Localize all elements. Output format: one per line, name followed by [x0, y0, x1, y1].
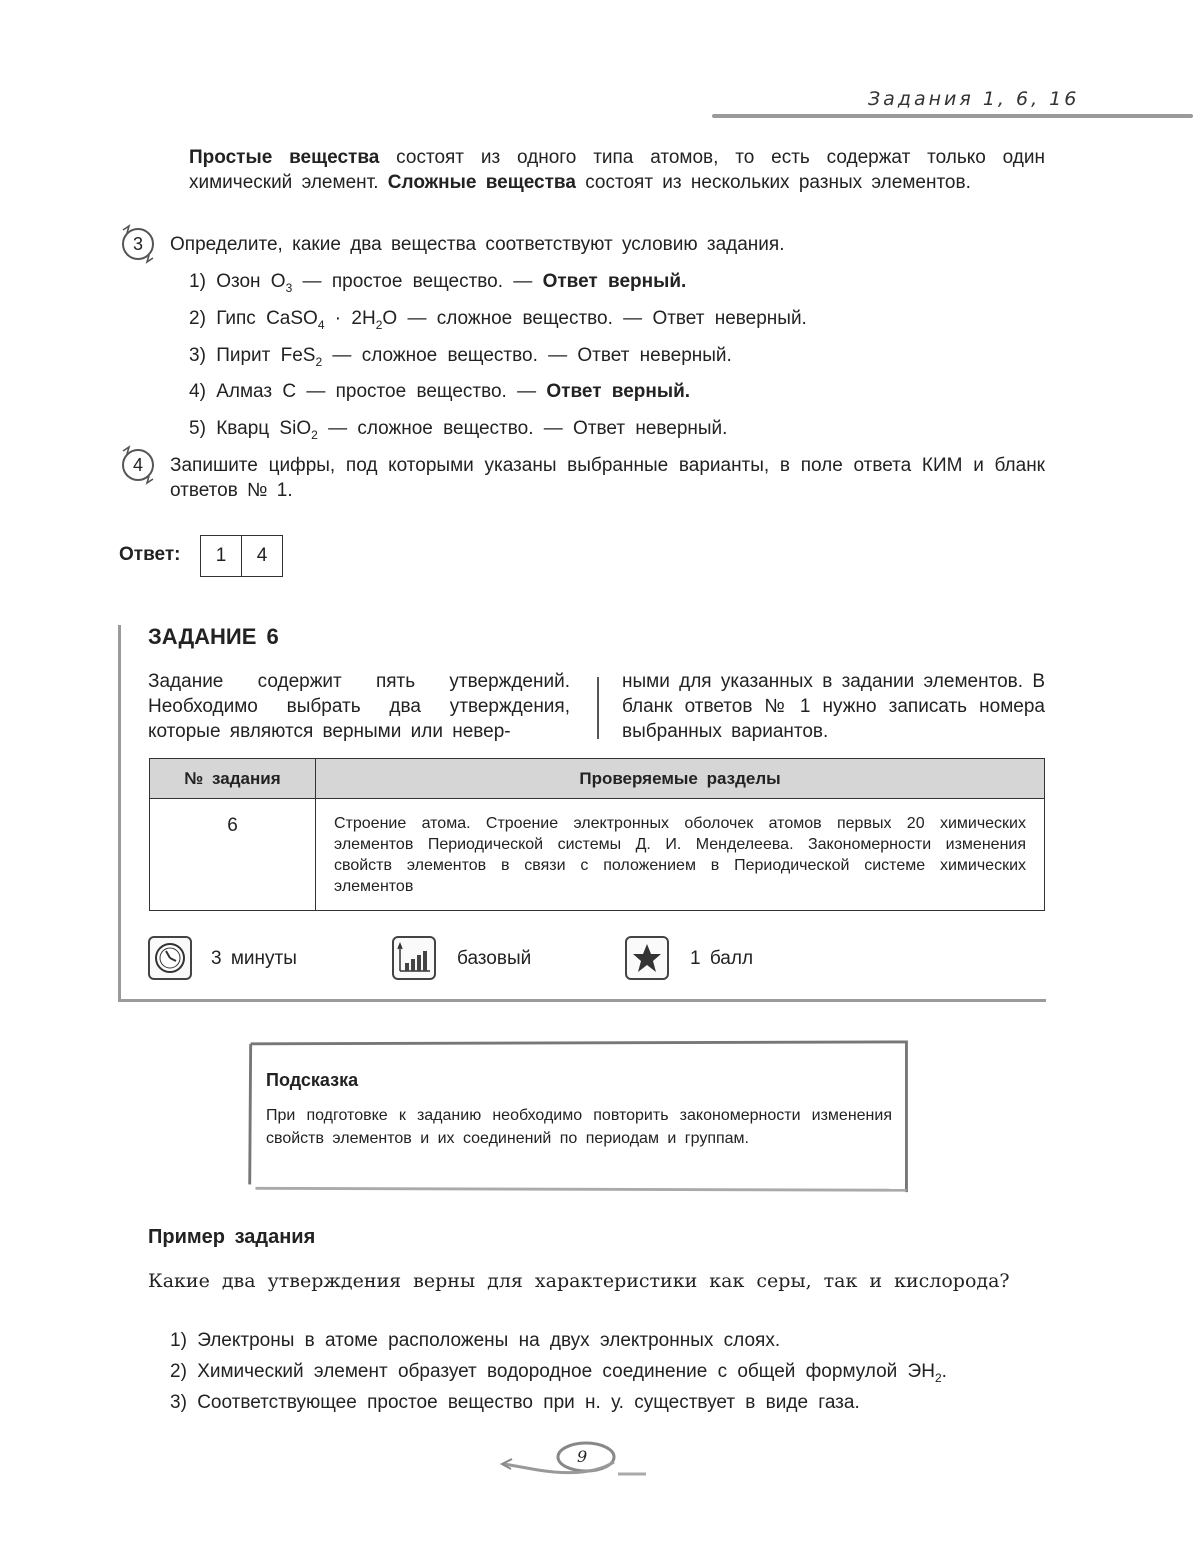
task-6-description-col1: Задание содержит пять утверждений. Необходимо выбрать два утверждения, которые являются верными или невер- — [148, 671, 570, 742]
difficulty-label: базовый — [457, 948, 532, 969]
page-number: 9 — [577, 1447, 588, 1466]
verdict-incorrect: Ответ неверный. — [577, 345, 732, 366]
clock-icon — [148, 936, 192, 980]
answer-cell: 1 — [215, 545, 227, 566]
step-4-number: 4 — [132, 455, 143, 475]
table-cell-num: 6 — [150, 799, 316, 911]
hint-title: Подсказка — [266, 1070, 359, 1090]
table-header-row — [150, 759, 1045, 799]
table-cell-sections: Строение атома. Строение электронных оболочек атомов первых 20 химических элементов Периодической системы Д. И. Менделеева. Закономерности изменения свойств элементов в связи с положением в Периодической системе химических элементов — [316, 799, 1045, 911]
example-option-2: 2) Химический элемент образует водородное соединение с общей формулой $ЭН_2$. — [170, 1361, 947, 1385]
example-option-1: 1) Электроны в атоме расположены на двух электронных слоях. — [170, 1330, 781, 1351]
option-5: 5) Кварц SiO$_2$ — сложное вещество. — Ответ неверный. — [189, 418, 728, 442]
task-frame-bottom — [118, 999, 1046, 1002]
intro-paragraph — [189, 145, 1045, 195]
table-row — [150, 799, 1045, 911]
example-title: Пример задания — [148, 1226, 316, 1248]
table-header-num: № задания — [150, 759, 316, 799]
example-option-3: 3) Соответствующее простое вещество при н. у. существует в виде газа. — [170, 1392, 860, 1413]
page-number-swirl-icon — [498, 1438, 650, 1482]
task-6-description-col2: ными для указанных в задании элементов. В бланк ответов № 1 нужно записать номера выбранных вариантов. — [622, 671, 1045, 742]
table-header-sections: Проверяемые разделы — [316, 759, 1045, 799]
running-header: Задания 1, 6, 16 — [868, 88, 1080, 110]
option-3: 3) Пирит FeS$_2$ — сложное вещество. — Ответ неверный. — [189, 345, 732, 369]
step-4-text: Запишите цифры, под которыми указаны выбранные варианты, в поле ответа КИМ и бланк ответов № 1. — [170, 455, 1045, 501]
answer-box — [200, 535, 283, 577]
task-6-title: ЗАДАНИЕ 6 — [148, 624, 279, 649]
bar-chart-icon — [392, 936, 436, 980]
verdict-incorrect: Ответ неверный. — [573, 418, 728, 439]
score-label: 1 балл — [690, 948, 754, 969]
complex-desc: состоят из нескольких разных элементов. — [575, 172, 971, 193]
time-label: 3 минуты — [211, 948, 297, 969]
verdict-correct: Ответ верный. — [542, 271, 687, 292]
verdict-incorrect: Ответ неверный. — [652, 308, 807, 329]
star-icon — [625, 936, 669, 980]
option-2: 2) Гипс CaSO$_4$ · $2H_2O$ — сложное вещество. — Ответ неверный. — [189, 308, 807, 332]
option-4: 4) Алмаз C — простое вещество. — Ответ верный. — [189, 381, 691, 402]
answer-label: Ответ: — [119, 544, 181, 565]
column-divider — [597, 677, 599, 739]
simple-term: Простые вещества — [189, 147, 380, 168]
step-3-number: 3 — [132, 234, 143, 254]
verdict-correct: Ответ верный. — [546, 381, 691, 402]
simple-desc: состоят из одного типа атомов, то есть содержат только один химический элемент. — [189, 147, 1046, 193]
task-frame-left — [118, 625, 121, 1001]
option-1: 1) Озон $O_3$ — простое вещество. — Ответ верный. — [189, 271, 687, 295]
header-rule — [712, 114, 1193, 118]
hint-text: При подготовке к заданию необходимо повторить закономерности изменения свойств элементов и их соединений по периодам и группам. — [266, 1107, 892, 1147]
answer-cell: 4 — [241, 536, 282, 576]
sections-table — [149, 758, 1045, 911]
complex-term: Сложные вещества — [387, 172, 576, 193]
step-3-text: Определите, какие два вещества соответствуют условию задания. — [170, 234, 785, 255]
step-3-arrow-icon — [117, 222, 159, 266]
example-question: Какие два утверждения верны для характеристики как серы, так и кислорода? — [148, 1270, 1010, 1292]
step-4-arrow-icon — [117, 443, 159, 487]
